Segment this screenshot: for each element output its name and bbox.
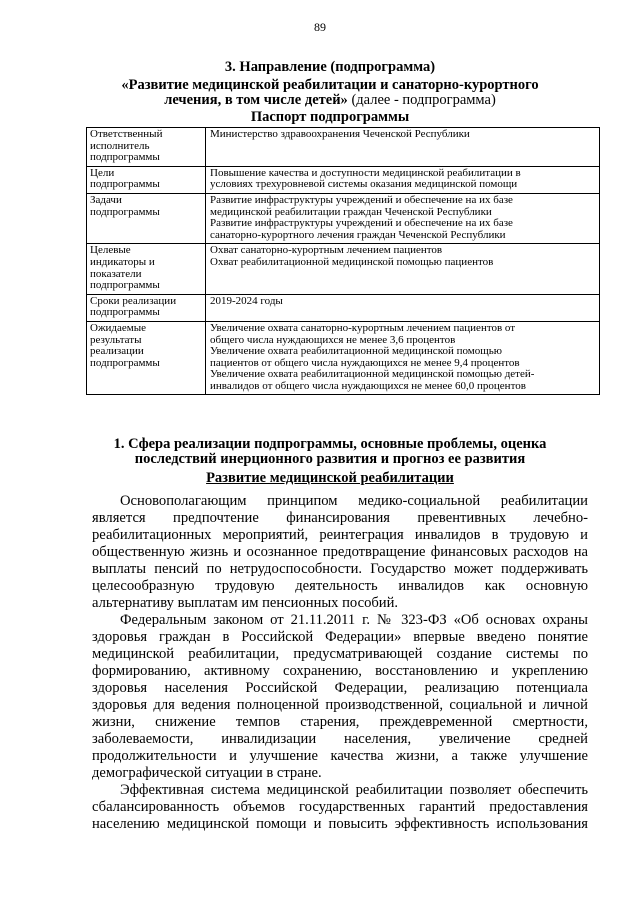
- passport-value-line: медицинской реабилитации граждан Чеченской Республики: [210, 205, 492, 218]
- subprogram-title-note: (далее - подпрограмма): [347, 92, 496, 108]
- section-subtitle: Развитие медицинской реабилитации: [206, 470, 454, 486]
- passport-label-line: подпрограммы: [90, 178, 160, 191]
- passport-value-line: санаторно-курортного лечения граждан Чеченской Республики: [210, 228, 506, 241]
- paragraph-line: медицинской реабилитации, предусматривающей создание системы по: [92, 646, 588, 662]
- paragraph-line: формированию, активному сохранению, восстановлению и укреплению: [92, 663, 588, 679]
- passport-row-value: [206, 193, 600, 243]
- passport-label-line: исполнитель: [90, 139, 150, 152]
- passport-row-value: [206, 321, 600, 395]
- paragraph-line: является предпочтение финансирования превентивных лечебно-: [92, 510, 588, 526]
- passport-label-line: показатели: [90, 267, 142, 280]
- passport-label-line: подпрограммы: [90, 306, 160, 319]
- passport-label-line: результаты: [90, 333, 142, 346]
- passport-value-line: Охват реабилитационной медицинской помощью пациентов: [210, 255, 494, 268]
- paragraph-line: заболеваемости, инвалидизации населения, увеличение средней: [92, 731, 588, 747]
- passport-label-line: Цели: [90, 166, 115, 179]
- paragraph-line: здоровья населения Российской Федерации, реализацию потенциала: [92, 680, 588, 696]
- paragraph: [92, 612, 588, 782]
- paragraph-line: здоровья для ведения полноценной производственной, социальной и личной: [92, 697, 588, 713]
- passport-value-line: Увеличение охвата санаторно-курортным лечением пациентов от: [210, 321, 516, 334]
- passport-label-line: Ответственный: [90, 128, 163, 140]
- passport-label-line: Ожидаемые: [90, 321, 147, 334]
- passport-value-line: Увеличение охвата реабилитационной медицинской помощью детей-: [210, 368, 535, 381]
- passport-row-value: [206, 128, 600, 167]
- passport-value-line: Увеличение охвата реабилитационной медицинской помощью: [210, 345, 502, 358]
- subprogram-title-line1: «Развитие медицинской реабилитации и санаторно-курортного: [121, 77, 539, 93]
- subprogram-title-line2: [80, 93, 580, 108]
- passport-label-line: подпрограммы: [90, 151, 160, 164]
- passport-label-line: подпрограммы: [90, 279, 160, 292]
- paragraph-line: продолжительности и улучшение качества жизни, а также улучшение: [92, 748, 588, 764]
- passport-title: Паспорт подпрограммы: [250, 109, 410, 125]
- paragraph-line: здоровья граждан в Российской Федерации» впервые введено понятие: [92, 629, 588, 645]
- passport-value-line: инвалидов от общего числа нуждающихся не менее 60,0 процентов: [210, 379, 526, 392]
- passport-row-value: [206, 294, 600, 321]
- passport-row: [87, 321, 600, 395]
- passport-row-label: [87, 166, 206, 193]
- subprogram-title-bold: лечения, в том числе детей»: [164, 92, 348, 108]
- paragraph-line: альтернативу выплатам им пенсионных пособий.: [92, 595, 399, 611]
- paragraph-line: Основополагающим принципом медико-социальной реабилитации: [120, 493, 588, 509]
- paragraph-line: жизни, снижение темпов старения, преждевременной смертности,: [92, 714, 588, 730]
- passport-value-line: Повышение качества и доступности медицинской реабилитации в: [210, 166, 521, 179]
- passport-label-line: Задачи: [90, 193, 122, 206]
- paragraph-line: реабилитационных мероприятий, реинтеграция инвалидов в трудовую и: [92, 527, 588, 543]
- passport-row-value: [206, 244, 600, 294]
- passport-row-label: [87, 193, 206, 243]
- passport-row: [87, 128, 600, 167]
- paragraph-line: Эффективная система медицинской реабилитации позволяет обеспечить: [120, 782, 588, 798]
- passport-value-line: Развитие инфраструктуры учреждений и обеспечение на их базе: [210, 193, 513, 206]
- direction-title: 3. Направление (подпрограмма): [224, 59, 436, 75]
- passport-row-label: [87, 321, 206, 395]
- paragraph-line: сбалансированность объемов государственных гарантий предоставления: [92, 799, 588, 815]
- passport-table: [86, 127, 600, 395]
- passport-row: [87, 193, 600, 243]
- passport-value-line: пациентов от общего числа нуждающихся не менее 9,4 процентов: [210, 356, 520, 369]
- passport-label-line: Сроки реализации: [90, 294, 177, 307]
- passport-value-line: Развитие инфраструктуры учреждений и обеспечение на их базе: [210, 217, 513, 230]
- passport-row-label: [87, 128, 206, 167]
- paragraph-line: целесообразную трудовую деятельность инвалидов как основную: [92, 578, 588, 594]
- passport-label-line: реализации: [90, 345, 144, 358]
- paragraph-line: общественную жизнь и осознанное предотвращение финансовых расходов на: [92, 544, 588, 560]
- paragraph: [92, 782, 588, 833]
- passport-label-line: индикаторы и: [90, 255, 155, 268]
- passport-row-label: [87, 244, 206, 294]
- paragraph-line: выплаты пенсий по нетрудоспособности. Государство может поддерживать: [92, 561, 588, 577]
- passport-label-line: подпрограммы: [90, 356, 160, 369]
- passport-label-line: Целевые: [90, 244, 131, 257]
- passport-value-line: общего числа нуждающихся не менее 3,6 процентов: [210, 333, 456, 346]
- paragraph-line: населению медицинской помощи и повысить эффективность использования: [92, 816, 588, 832]
- body-text: [92, 493, 588, 833]
- section-title-line2: последствий инерционного развития и прогноз ее развития: [134, 451, 526, 467]
- passport-value-line: Охват санаторно-курортным лечением пациентов: [210, 244, 443, 257]
- passport-row: [87, 294, 600, 321]
- paragraph-line: демографической ситуации в стране.: [92, 765, 322, 781]
- passport-label-line: подпрограммы: [90, 205, 160, 218]
- paragraph: [92, 493, 588, 612]
- passport-value-line: условиях трехуровневой системы оказания медицинской помощи: [210, 178, 518, 191]
- passport-value-line: Министерство здравоохранения Чеченской Республики: [210, 128, 470, 140]
- section-title-line1: 1. Сфера реализации подпрограммы, основные проблемы, оценка: [113, 436, 547, 452]
- passport-row: [87, 166, 600, 193]
- passport-value-line: 2019-2024 годы: [210, 294, 283, 307]
- passport-row: [87, 244, 600, 294]
- passport-table-body: [87, 128, 600, 395]
- page-number: 89: [314, 20, 326, 34]
- passport-row-label: [87, 294, 206, 321]
- paragraph-line: Федеральным законом от 21.11.2011 г. № 323-ФЗ «Об основах охраны: [120, 612, 588, 628]
- passport-row-value: [206, 166, 600, 193]
